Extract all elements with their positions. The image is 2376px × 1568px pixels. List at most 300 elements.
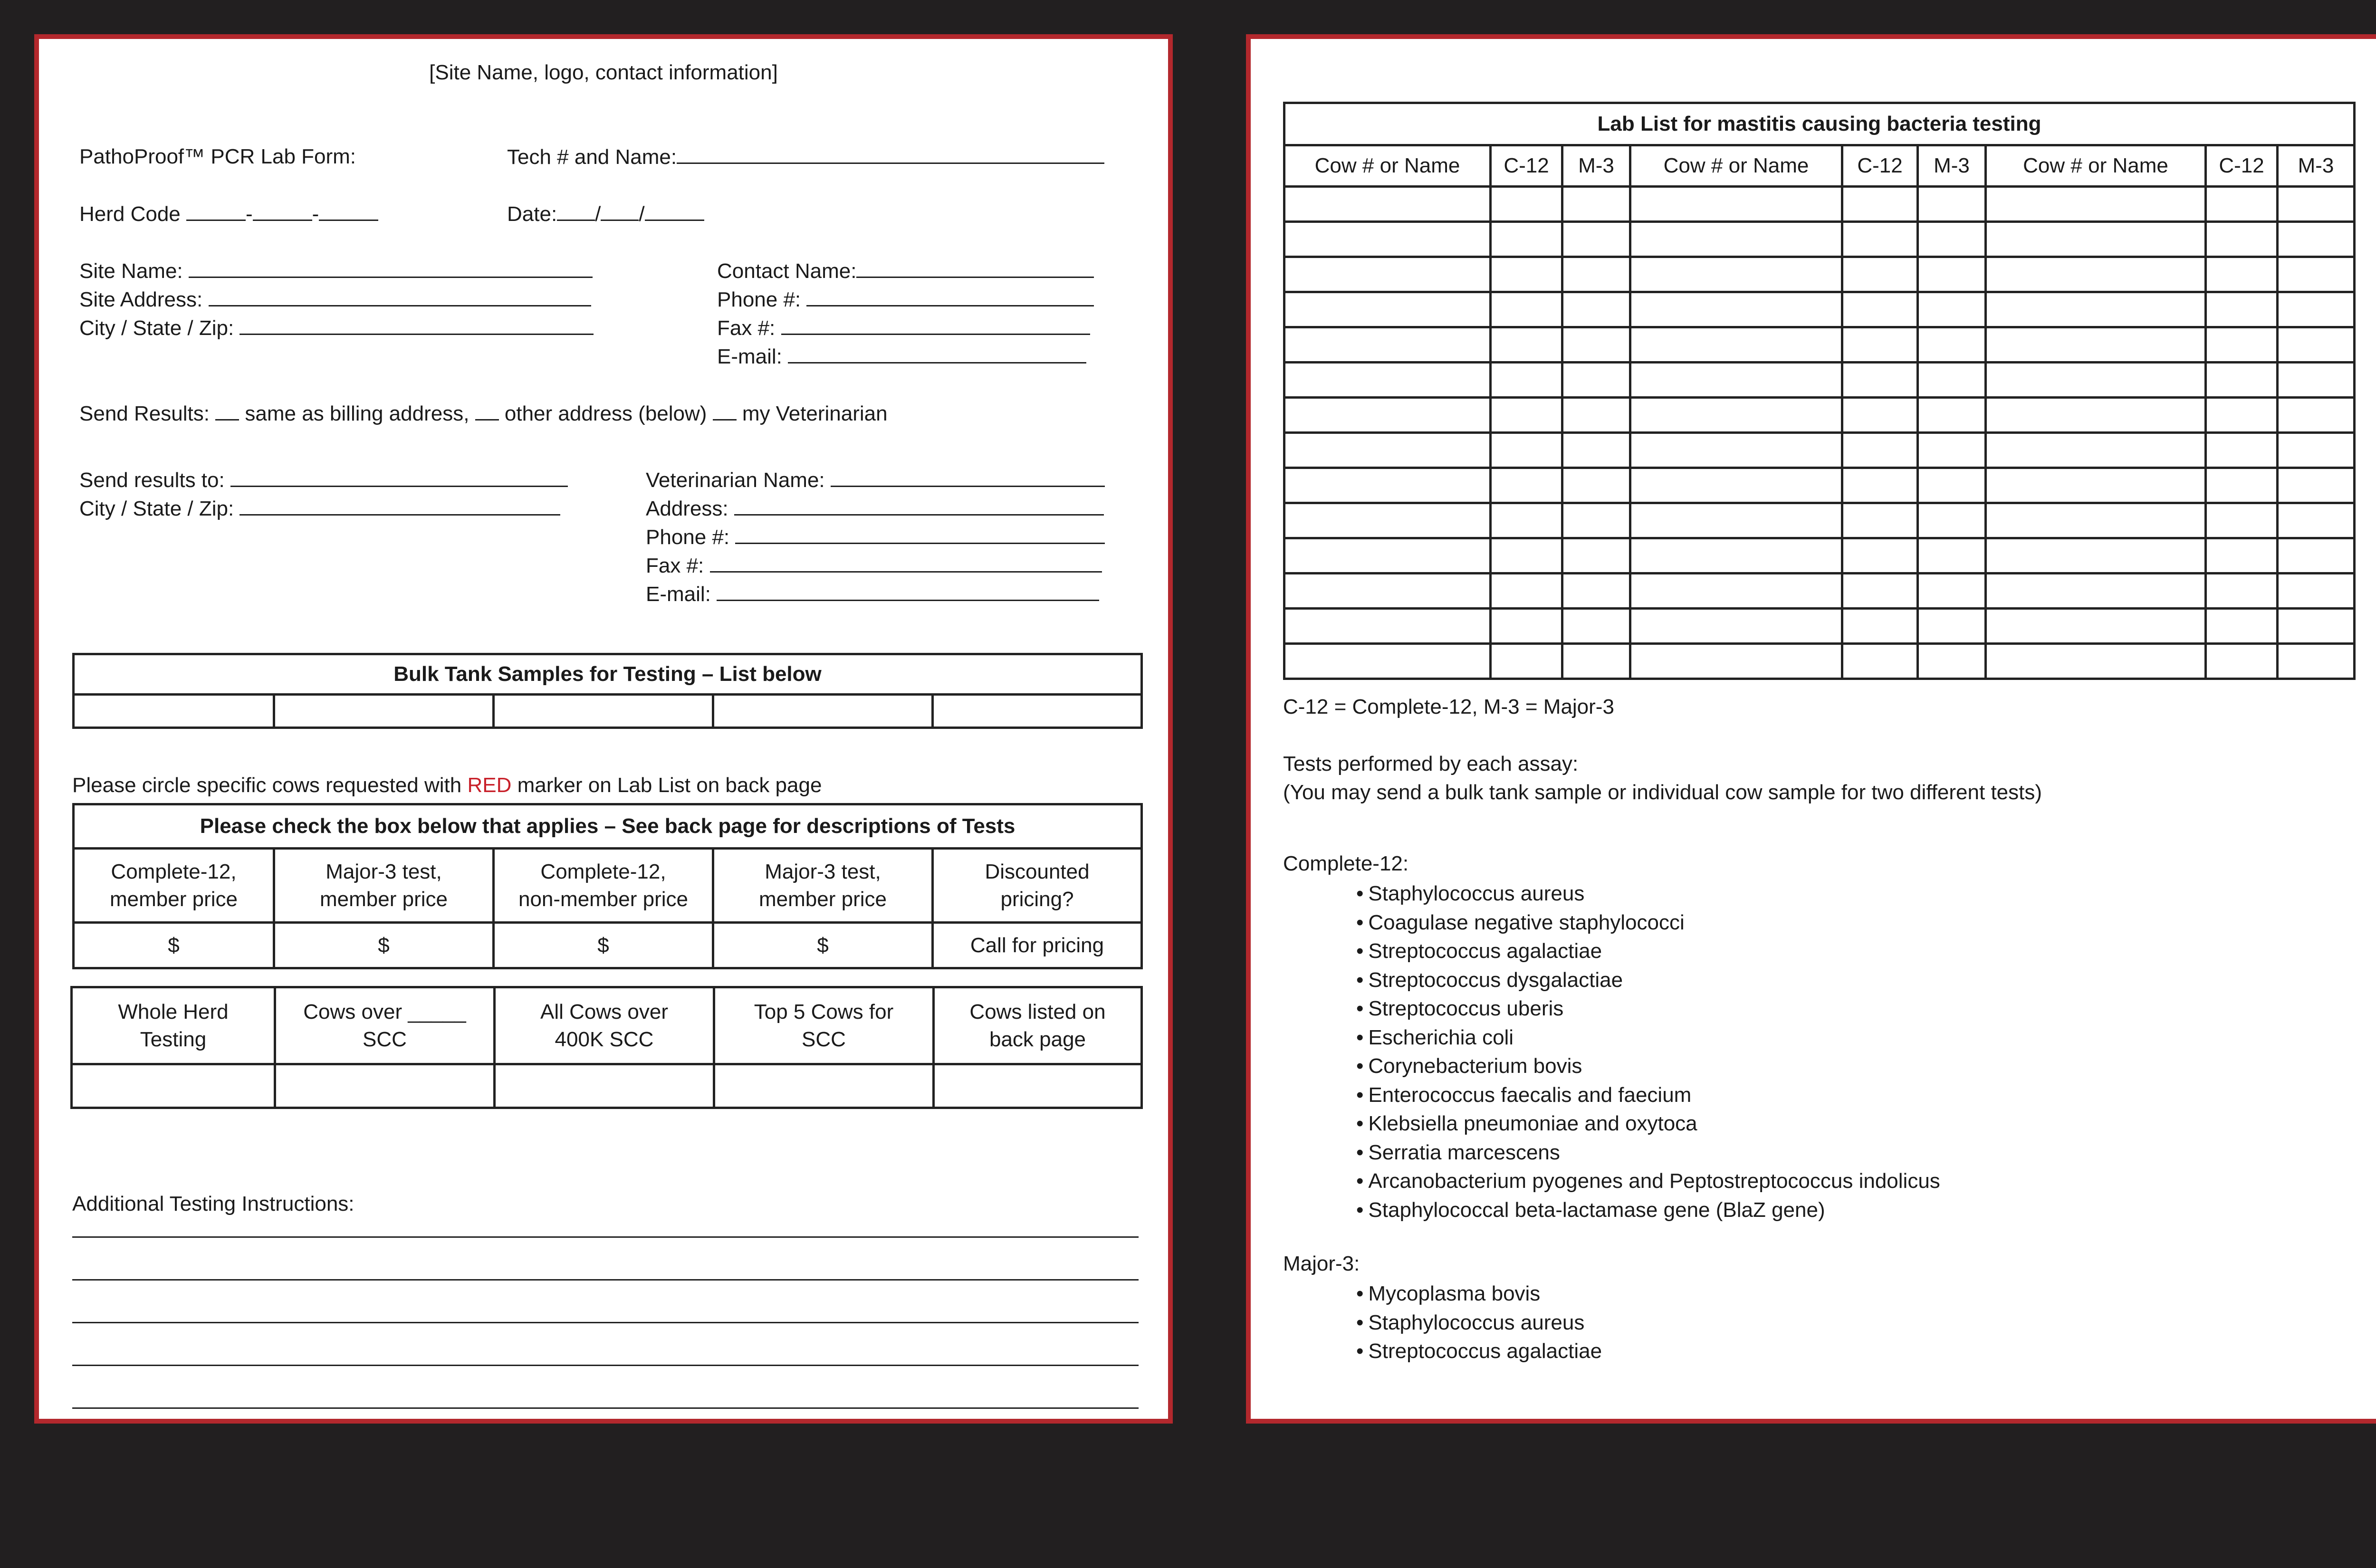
send-results-to-field — [79, 468, 568, 493]
c12-entry-cell[interactable] — [1491, 468, 1562, 503]
c12-entry-cell[interactable] — [1491, 433, 1562, 468]
tech-label: Tech # and Name: — [507, 145, 677, 169]
site-address-input[interactable] — [209, 287, 591, 306]
major3-label: Major-3: — [1283, 1252, 1360, 1275]
tech-input-line[interactable] — [677, 144, 1104, 164]
vet-email-field — [646, 582, 1099, 607]
send-results-to-input[interactable] — [230, 468, 568, 487]
cow-entry-cell[interactable] — [1986, 327, 2206, 363]
m3-entry-cell[interactable] — [1562, 609, 1630, 644]
circle-instruction-post: marker on Lab List on back page — [511, 774, 822, 797]
site-header: [Site Name, logo, contact information] — [429, 61, 778, 84]
lab-list-row — [1284, 468, 2355, 503]
lab-list-table — [1283, 102, 2356, 680]
cow-entry-cell[interactable] — [1986, 538, 2206, 574]
cow-entry-cell[interactable] — [1986, 363, 2206, 398]
c12-entry-cell[interactable] — [1842, 363, 1918, 398]
instruction-line[interactable] — [72, 1279, 1139, 1281]
test-option-line2: member price — [320, 887, 448, 911]
m3-entry-cell[interactable] — [1562, 363, 1630, 398]
herd-option-all-cows-400k — [495, 987, 714, 1064]
additional-instructions-label: Additional Testing Instructions: — [72, 1192, 354, 1215]
vet-name-input[interactable] — [831, 468, 1105, 487]
cow-entry-cell[interactable] — [1986, 433, 2206, 468]
phone-input[interactable] — [806, 287, 1094, 306]
vet-address-field — [646, 496, 1104, 521]
c12-entry-cell[interactable] — [2206, 327, 2278, 363]
lab-list-row — [1284, 363, 2355, 398]
fax-label: Fax #: — [717, 316, 776, 340]
bacteria-item: • Streptococcus agalactiae — [1356, 937, 1940, 966]
c12-entry-cell[interactable] — [2206, 222, 2278, 257]
cow-entry-cell[interactable] — [1284, 398, 1491, 433]
col-header-c12: C-12 — [1842, 145, 1918, 187]
m3-entry-cell[interactable] — [2278, 574, 2355, 609]
m3-entry-cell[interactable] — [1918, 538, 1986, 574]
fax-input[interactable] — [781, 316, 1090, 335]
test-option-major3-member — [274, 849, 494, 923]
lab-list-row — [1284, 222, 2355, 257]
vet-name-field — [646, 468, 1105, 493]
c12-entry-cell[interactable] — [1842, 503, 1918, 538]
c12-entry-cell[interactable] — [2206, 644, 2278, 679]
m3-entry-cell[interactable] — [1918, 609, 1986, 644]
c12-entry-cell[interactable] — [2206, 363, 2278, 398]
cow-entry-cell[interactable] — [1284, 257, 1491, 292]
test-selection-table — [72, 803, 1143, 969]
cow-entry-cell[interactable] — [1284, 468, 1491, 503]
test-option-line1: Complete-12, — [540, 860, 666, 883]
city-state-zip-field — [79, 316, 594, 341]
form-title: PathoProof™ PCR Lab Form: — [79, 145, 356, 168]
vet-phone-label: Phone #: — [646, 526, 730, 549]
c12-entry-cell[interactable] — [2206, 292, 2278, 327]
price-cell[interactable]: $ — [494, 923, 713, 968]
herd-option-whole-herd — [72, 987, 275, 1064]
herd-option-line1: Whole Herd — [118, 1000, 229, 1023]
tech-field — [507, 144, 1104, 170]
bulk-tank-title: Bulk Tank Samples for Testing – List below — [74, 654, 1142, 695]
m3-entry-cell[interactable] — [1918, 644, 1986, 679]
vet-fax-label: Fax #: — [646, 554, 704, 577]
herd-code-part2[interactable] — [253, 201, 312, 221]
send-other-check[interactable] — [475, 401, 499, 421]
vet-phone-field — [646, 525, 1105, 550]
c12-entry-cell[interactable] — [1842, 292, 1918, 327]
contact-name-field — [717, 258, 1094, 284]
m3-entry-cell[interactable] — [1918, 398, 1986, 433]
col-header-cow: Cow # or Name — [1986, 145, 2206, 187]
bacteria-item: • Serratia marcescens — [1356, 1138, 1940, 1167]
m3-entry-cell[interactable] — [1562, 503, 1630, 538]
price-cell[interactable]: $ — [74, 923, 274, 968]
date-month[interactable] — [557, 201, 595, 221]
email-input[interactable] — [788, 344, 1086, 363]
herd-option-line2: SCC — [802, 1027, 846, 1051]
test-option-line2: non-member price — [518, 887, 689, 911]
cow-entry-cell[interactable] — [1630, 574, 1842, 609]
col-header-cow: Cow # or Name — [1284, 145, 1491, 187]
major3-list — [1356, 1280, 1602, 1366]
lab-list-row — [1284, 574, 2355, 609]
c12-entry-cell[interactable] — [1491, 503, 1562, 538]
lab-list-row — [1284, 187, 2355, 222]
c12-entry-cell[interactable] — [2206, 468, 2278, 503]
cow-entry-cell[interactable] — [1630, 433, 1842, 468]
herd-option-line1: All Cows over — [540, 1000, 668, 1023]
col-header-c12: C-12 — [1491, 145, 1562, 187]
cow-entry-cell[interactable] — [1630, 644, 1842, 679]
m3-entry-cell[interactable] — [2278, 257, 2355, 292]
bacteria-item: • Klebsiella pneumoniae and oxytoca — [1356, 1109, 1940, 1138]
lab-list-row — [1284, 398, 2355, 433]
bacteria-item: • Staphylococcus aureus — [1356, 1309, 1602, 1338]
herd-option-line2: SCC — [363, 1027, 407, 1051]
m3-entry-cell[interactable] — [1562, 222, 1630, 257]
lab-list-row — [1284, 292, 2355, 327]
m3-entry-cell[interactable] — [2278, 222, 2355, 257]
c12-entry-cell[interactable] — [1842, 468, 1918, 503]
cow-entry-cell[interactable] — [1986, 644, 2206, 679]
c12-entry-cell[interactable] — [1491, 327, 1562, 363]
test-option-major3-member-2 — [713, 849, 933, 923]
contact-name-input[interactable] — [856, 258, 1094, 278]
m3-entry-cell[interactable] — [1918, 327, 1986, 363]
herd-checkbox-cell[interactable] — [934, 1064, 1142, 1108]
m3-entry-cell[interactable] — [2278, 468, 2355, 503]
c12-entry-cell[interactable] — [2206, 187, 2278, 222]
cow-entry-cell[interactable] — [1630, 327, 1842, 363]
test-option-line1: Major-3 test, — [326, 860, 442, 883]
site-name-label: Site Name: — [79, 259, 183, 283]
cow-entry-cell[interactable] — [1284, 538, 1491, 574]
col-header-m3: M-3 — [1918, 145, 1986, 187]
herd-option-line2: 400K SCC — [555, 1027, 654, 1051]
m3-entry-cell[interactable] — [2278, 433, 2355, 468]
herd-code-part3[interactable] — [319, 201, 378, 221]
circle-instruction-red: RED — [467, 774, 512, 797]
c12-entry-cell[interactable] — [1491, 363, 1562, 398]
send-vet-label: my Veterinarian — [742, 402, 888, 425]
c12-entry-cell[interactable] — [1491, 292, 1562, 327]
phone-label: Phone #: — [717, 288, 801, 311]
cow-entry-cell[interactable] — [1630, 538, 1842, 574]
instruction-line[interactable] — [72, 1236, 1139, 1238]
bacteria-item: • Streptococcus dysgalactiae — [1356, 966, 1940, 995]
cow-entry-cell[interactable] — [1284, 574, 1491, 609]
c12-entry-cell[interactable] — [1491, 644, 1562, 679]
site-name-field — [79, 258, 593, 284]
cow-entry-cell[interactable] — [1630, 363, 1842, 398]
c12-entry-cell[interactable] — [1491, 222, 1562, 257]
test-option-line2: member price — [759, 887, 887, 911]
c12-entry-cell[interactable] — [1842, 327, 1918, 363]
m3-entry-cell[interactable] — [1562, 187, 1630, 222]
cow-entry-cell[interactable] — [1284, 327, 1491, 363]
circle-instruction — [72, 773, 822, 798]
bacteria-item: • Staphylococcal beta-lactamase gene (BlaZ gene) — [1356, 1196, 1940, 1225]
m3-entry-cell[interactable] — [2278, 292, 2355, 327]
cow-entry-cell[interactable] — [1986, 609, 2206, 644]
send-results-to-label: Send results to: — [79, 468, 225, 492]
city-state-zip-input-2[interactable] — [240, 496, 560, 516]
city-state-zip-label-2: City / State / Zip: — [79, 497, 234, 520]
bacteria-item: • Streptococcus agalactiae — [1356, 1337, 1602, 1366]
instruction-line[interactable] — [72, 1407, 1139, 1409]
bacteria-item: • Corynebacterium bovis — [1356, 1052, 1940, 1081]
bacteria-item: • Mycoplasma bovis — [1356, 1280, 1602, 1309]
cow-entry-cell[interactable] — [1986, 468, 2206, 503]
herd-code-part1[interactable] — [186, 201, 246, 221]
m3-entry-cell[interactable] — [1918, 292, 1986, 327]
cow-entry-cell[interactable] — [1986, 503, 2206, 538]
cow-entry-cell[interactable] — [1284, 644, 1491, 679]
vet-fax-input[interactable] — [710, 553, 1102, 573]
cow-entry-cell[interactable] — [1284, 292, 1491, 327]
test-option-complete12-nonmember — [494, 849, 713, 923]
cow-entry-cell[interactable] — [1986, 398, 2206, 433]
m3-entry-cell[interactable] — [2278, 503, 2355, 538]
email-label: E-mail: — [717, 345, 782, 368]
herd-option-top5 — [714, 987, 934, 1064]
col-header-m3: M-3 — [2278, 145, 2355, 187]
instruction-line[interactable] — [72, 1322, 1139, 1323]
test-option-line2: member price — [110, 887, 238, 911]
c12-entry-cell[interactable] — [1491, 574, 1562, 609]
m3-entry-cell[interactable] — [1562, 574, 1630, 609]
c12-entry-cell[interactable] — [2206, 538, 2278, 574]
m3-entry-cell[interactable] — [1918, 222, 1986, 257]
vet-email-label: E-mail: — [646, 583, 711, 606]
c12-entry-cell[interactable] — [2206, 398, 2278, 433]
herd-checkbox-cell[interactable] — [72, 1064, 275, 1108]
c12-entry-cell[interactable] — [1491, 398, 1562, 433]
m3-entry-cell[interactable] — [1918, 433, 1986, 468]
cow-entry-cell[interactable] — [1284, 363, 1491, 398]
site-address-label: Site Address: — [79, 288, 203, 311]
m3-entry-cell[interactable] — [1562, 468, 1630, 503]
bulk-tank-cell[interactable] — [274, 695, 494, 728]
c12-entry-cell[interactable] — [2206, 433, 2278, 468]
c12-entry-cell[interactable] — [2206, 574, 2278, 609]
cow-entry-cell[interactable] — [1630, 398, 1842, 433]
instruction-line[interactable] — [72, 1365, 1139, 1366]
city-state-zip-label: City / State / Zip: — [79, 316, 234, 340]
cow-entry-cell[interactable] — [1986, 574, 2206, 609]
site-name-input[interactable] — [189, 258, 593, 278]
lab-list-row — [1284, 503, 2355, 538]
m3-entry-cell[interactable] — [1562, 292, 1630, 327]
col-header-m3: M-3 — [1562, 145, 1630, 187]
herd-option-line1: Cows over _____ — [303, 1000, 466, 1023]
site-address-field — [79, 287, 591, 312]
cow-entry-cell[interactable] — [1630, 503, 1842, 538]
call-for-pricing-cell[interactable]: Call for pricing — [933, 923, 1142, 968]
m3-entry-cell[interactable] — [1562, 644, 1630, 679]
herd-option-cows-over-scc — [275, 987, 495, 1064]
herd-code-label: Herd Code — [79, 202, 181, 226]
herd-option-cows-listed — [934, 987, 1142, 1064]
contact-name-label: Contact Name: — [717, 259, 857, 283]
cow-entry-cell[interactable] — [1284, 222, 1491, 257]
m3-entry-cell[interactable] — [2278, 644, 2355, 679]
cow-entry-cell[interactable] — [1986, 222, 2206, 257]
date-label: Date: — [507, 202, 557, 226]
bulk-tank-cell[interactable] — [713, 695, 933, 728]
vet-address-input[interactable] — [734, 496, 1104, 516]
cow-entry-cell[interactable] — [1630, 468, 1842, 503]
m3-entry-cell[interactable] — [1918, 574, 1986, 609]
bacteria-item: • Arcanobacterium pyogenes and Peptostreptococcus indolicus — [1356, 1167, 1940, 1196]
email-field — [717, 344, 1086, 369]
cow-entry-cell[interactable] — [1630, 609, 1842, 644]
c12-entry-cell[interactable] — [1491, 609, 1562, 644]
herd-option-line2: back page — [989, 1027, 1086, 1051]
vet-phone-input[interactable] — [735, 525, 1105, 544]
m3-entry-cell[interactable] — [1918, 503, 1986, 538]
cow-entry-cell[interactable] — [1284, 609, 1491, 644]
col-header-c12: C-12 — [2206, 145, 2278, 187]
bacteria-item: • Streptococcus uberis — [1356, 994, 1940, 1023]
send-other-label: other address (below) — [504, 402, 707, 425]
cow-entry-cell[interactable] — [1630, 222, 1842, 257]
bulk-tank-cell[interactable] — [494, 695, 713, 728]
m3-entry-cell[interactable] — [1918, 257, 1986, 292]
cow-entry-cell[interactable] — [1986, 187, 2206, 222]
lab-list-row — [1284, 327, 2355, 363]
fax-field — [717, 316, 1090, 341]
col-header-cow: Cow # or Name — [1630, 145, 1842, 187]
test-option-line1: Discounted — [985, 860, 1090, 883]
m3-entry-cell[interactable] — [1918, 468, 1986, 503]
lab-list-row — [1284, 538, 2355, 574]
front-page — [34, 34, 1173, 1424]
herd-checkbox-cell[interactable] — [495, 1064, 714, 1108]
c12-entry-cell[interactable] — [2206, 503, 2278, 538]
cow-entry-cell[interactable] — [1986, 257, 2206, 292]
lab-list-row — [1284, 433, 2355, 468]
tests-note: (You may send a bulk tank sample or individual cow sample for two different tests) — [1283, 781, 2042, 804]
m3-entry-cell[interactable] — [2278, 327, 2355, 363]
complete12-list — [1356, 880, 1940, 1224]
cow-entry-cell[interactable] — [1986, 292, 2206, 327]
send-billing-label: same as billing address, — [245, 402, 469, 425]
date-day[interactable] — [601, 201, 639, 221]
m3-entry-cell[interactable] — [1918, 187, 1986, 222]
date-field: Date: / / — [507, 201, 704, 227]
m3-entry-cell[interactable] — [2278, 187, 2355, 222]
send-results-label: Send Results: — [79, 402, 210, 425]
send-results-row — [79, 401, 888, 426]
bacteria-item: • Enterococcus faecalis and faecium — [1356, 1081, 1940, 1110]
m3-entry-cell[interactable] — [1562, 257, 1630, 292]
c12-entry-cell[interactable] — [1842, 609, 1918, 644]
vet-fax-field — [646, 553, 1102, 578]
city-state-zip-input[interactable] — [240, 316, 594, 335]
tests-intro: Tests performed by each assay: — [1283, 752, 1579, 775]
bulk-tank-cell[interactable] — [74, 695, 274, 728]
m3-entry-cell[interactable] — [1562, 327, 1630, 363]
c12-entry-cell[interactable] — [1491, 187, 1562, 222]
lab-list-row — [1284, 257, 2355, 292]
circle-instruction-pre: Please circle specific cows requested with — [72, 774, 468, 797]
c12-entry-cell[interactable] — [2206, 609, 2278, 644]
bacteria-item: • Staphylococcus aureus — [1356, 880, 1940, 908]
vet-email-input[interactable] — [717, 582, 1099, 601]
cow-entry-cell[interactable] — [1284, 187, 1491, 222]
bacteria-item: • Escherichia coli — [1356, 1023, 1940, 1052]
vet-address-label: Address: — [646, 497, 728, 520]
cow-entry-cell[interactable] — [1284, 503, 1491, 538]
test-option-line2: pricing? — [1000, 887, 1074, 911]
test-option-discounted — [933, 849, 1142, 923]
m3-entry-cell[interactable] — [2278, 398, 2355, 433]
m3-entry-cell[interactable] — [1918, 363, 1986, 398]
c12-entry-cell[interactable] — [1842, 538, 1918, 574]
c12-entry-cell[interactable] — [1491, 538, 1562, 574]
vet-name-label: Veterinarian Name: — [646, 468, 825, 492]
herd-option-line2: Testing — [140, 1027, 207, 1051]
c12-entry-cell[interactable] — [1842, 222, 1918, 257]
c12-entry-cell[interactable] — [1491, 257, 1562, 292]
cow-entry-cell[interactable] — [1630, 292, 1842, 327]
cow-entry-cell[interactable] — [1630, 187, 1842, 222]
bulk-tank-cell[interactable] — [933, 695, 1142, 728]
m3-entry-cell[interactable] — [2278, 538, 2355, 574]
m3-entry-cell[interactable] — [2278, 609, 2355, 644]
price-cell[interactable]: $ — [274, 923, 494, 968]
lab-list-legend: C-12 = Complete-12, M-3 = Major-3 — [1283, 695, 1614, 718]
cow-entry-cell[interactable] — [1284, 433, 1491, 468]
c12-entry-cell[interactable] — [1842, 257, 1918, 292]
cow-entry-cell[interactable] — [1630, 257, 1842, 292]
lab-list-row — [1284, 644, 2355, 679]
bulk-tank-table — [72, 653, 1143, 729]
lab-list-row — [1284, 609, 2355, 644]
phone-field — [717, 287, 1094, 312]
m3-entry-cell[interactable] — [1562, 398, 1630, 433]
c12-entry-cell[interactable] — [1842, 398, 1918, 433]
back-page — [1246, 34, 2376, 1424]
m3-entry-cell[interactable] — [1562, 538, 1630, 574]
c12-entry-cell[interactable] — [1842, 187, 1918, 222]
herd-selection-table — [70, 986, 1143, 1109]
herd-checkbox-cell[interactable] — [714, 1064, 934, 1108]
c12-entry-cell[interactable] — [2206, 257, 2278, 292]
send-vet-check[interactable] — [713, 401, 737, 421]
bacteria-item: • Coagulase negative staphylococci — [1356, 908, 1940, 937]
complete12-label: Complete-12: — [1283, 852, 1409, 875]
price-cell[interactable]: $ — [713, 923, 933, 968]
herd-code-field: Herd Code - - — [79, 201, 378, 227]
lab-list-title: Lab List for mastitis causing bacteria testing — [1284, 103, 2355, 145]
c12-entry-cell[interactable] — [1842, 574, 1918, 609]
send-billing-check[interactable] — [215, 401, 239, 421]
c12-entry-cell[interactable] — [1842, 644, 1918, 679]
test-option-complete12-member — [74, 849, 274, 923]
m3-entry-cell[interactable] — [1562, 433, 1630, 468]
herd-option-line1: Top 5 Cows for — [754, 1000, 894, 1023]
herd-option-line1: Cows listed on — [969, 1000, 1106, 1023]
c12-entry-cell[interactable] — [1842, 433, 1918, 468]
test-option-line1: Major-3 test, — [765, 860, 881, 883]
date-year[interactable] — [645, 201, 704, 221]
herd-checkbox-cell[interactable] — [275, 1064, 495, 1108]
test-option-line1: Complete-12, — [111, 860, 237, 883]
test-selection-title: Please check the box below that applies – See back page for descriptions of Tests — [74, 804, 1142, 849]
city-state-zip-field-2 — [79, 496, 560, 521]
m3-entry-cell[interactable] — [2278, 363, 2355, 398]
